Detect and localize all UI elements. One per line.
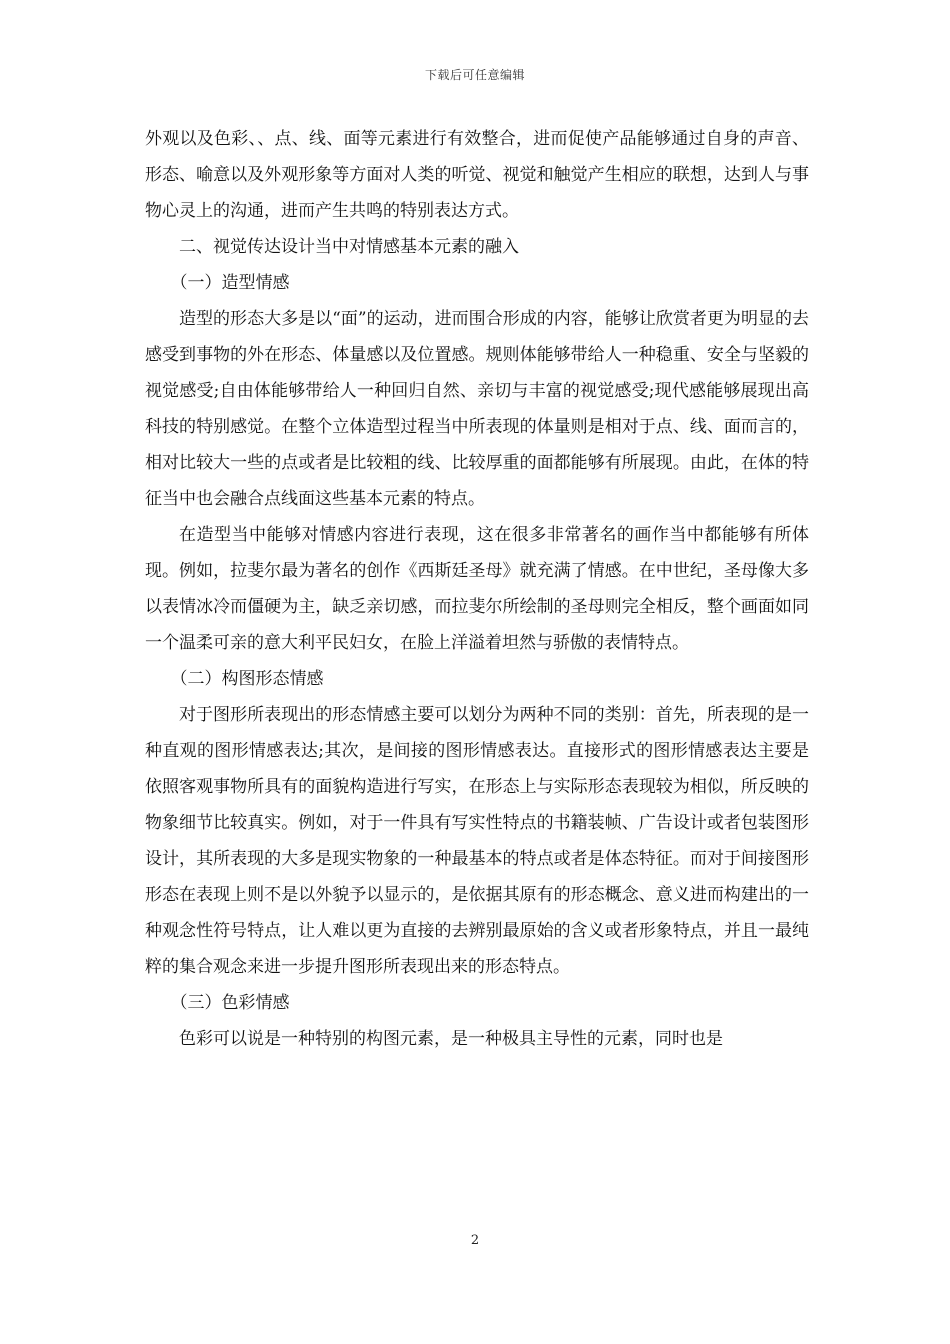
page-number: 2 [470, 1233, 480, 1248]
subsection-heading-composition: （二）构图形态情感 [170, 669, 324, 689]
subsection-heading-color: （三）色彩情感 [170, 993, 290, 1013]
paragraph-raphael-example: 在造型当中能够对情感内容进行表现，这在很多非常著名的画作当中都能够有所体现。例如，拉斐尔最为著名的创作《西斯廷圣母》就充满了情感。在中世纪，圣母像大多以表情冰冷而僵硬为主，缺乏亲切感，而拉斐尔所绘制的圣母则完全相反，整个画面如同一个温柔可亲的意大利平民妇女，在脸上洋溢着坦然与骄傲的表情特点。 [145, 525, 809, 653]
page-header: 下载后可任意编辑 [424, 68, 525, 82]
paragraph-color-emotion: 色彩可以说是一种特别的构图元素，是一种极具主导性的元素，同时也是 [179, 1029, 723, 1049]
subsection-heading-shape: （一）造型情感 [170, 273, 290, 293]
document-body [145, 121, 809, 1057]
section-heading: 二、视觉传达设计当中对情感基本元素的融入 [179, 237, 519, 257]
paragraph-continuation: 外观以及色彩、、点、线、面等元素进行有效整合，进而促使产品能够通过自身的声音、形态、喻意以及外观形象等方面对人类的听觉、视觉和触觉产生相应的联想，达到人与事物心灵上的沟通，进而产生共鸣的特别表达方式。 [145, 129, 809, 221]
paragraph-composition-emotion: 对于图形所表现出的形态情感主要可以划分为两种不同的类别：首先，所表现的是一种直观的图形情感表达;其次，是间接的图形情感表达。直接形式的图形情感表达主要是依照客观事物所具有的面貌构造进行写实，在形态上与实际形态表现较为相似，所反映的物象细节比较真实。例如，对于一件具有写实性特点的书籍装帧、广告设计或者包装图形设计，其所表现的大多是现实物象的一种最基本的特点或者是体态特征。而对于间接图形形态在表现上则不是以外貌予以显示的，是依据其原有的形态概念、意义进而构建出的一种观念性符号特点，让人难以更为直接的去辨别最原始的含义或者形象特点，并且一最纯粹的集合观念来进一步提升图形所表现出来的形态特点。 [145, 705, 809, 977]
paragraph-shape-emotion: 造型的形态大多是以“面”的运动，进而围合形成的内容，能够让欣赏者更为明显的去感受到事物的外在形态、体量感以及位置感。规则体能够带给人一种稳重、安全与坚毅的视觉感受;自由体能够带给人一种回归自然、亲切与丰富的视觉感受;现代感能够展现出高科技的特别感觉。在整个立体造型过程当中所表现的体量则是相对于点、线、面而言的，相对比较大一些的点或者是比较粗的线、比较厚重的面都能够有所展现。由此，在体的特征当中也会融合点线面这些基本元素的特点。 [145, 309, 809, 509]
